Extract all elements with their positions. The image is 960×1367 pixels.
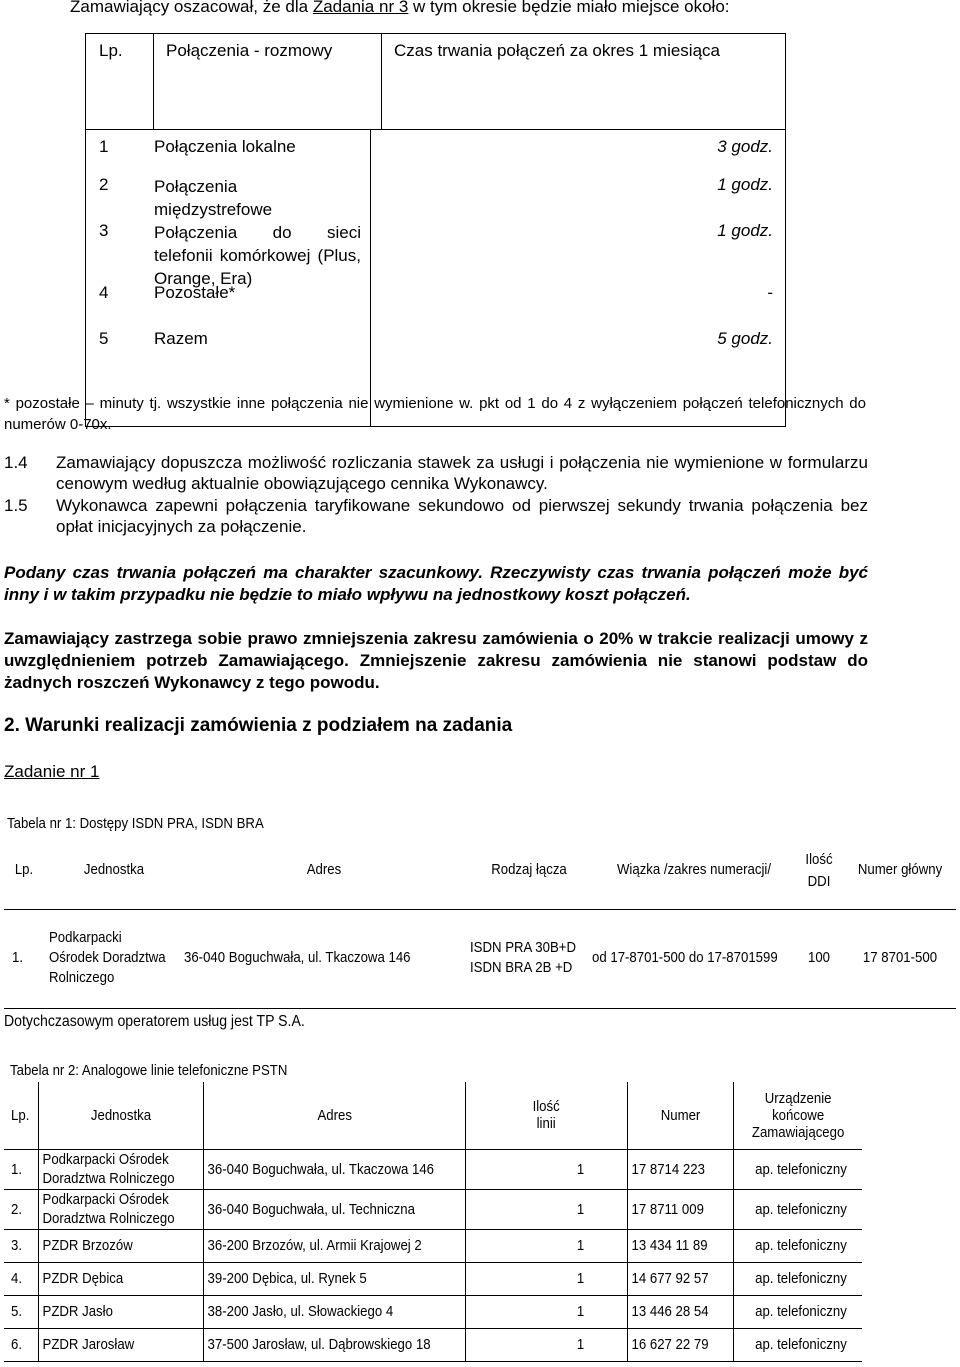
- calls-body: [86, 130, 786, 427]
- table2-row-device: ap. telefoniczny: [754, 1160, 847, 1178]
- footnote: * pozostałe – minuty tj. wszystkie inne połączenia nie wymienione w. pkt od 1 do 4 z wyłączeniem połączeń telefonicznych do numerów 0-70x.: [4, 395, 866, 433]
- table2-row-address: 36-040 Boguchwała, ul. Tkaczowa 146: [207, 1160, 435, 1178]
- calls-row-name: Połączenia międzystrefowe: [154, 177, 273, 219]
- table2-row-device: ap. telefoniczny: [754, 1237, 847, 1254]
- estimate-note: Podany czas trwania połączeń ma charakter szacunkowy. Rzeczywisty czas trwania połączeń może być inny i w takim przypadku nie będzie to miało wpływu na jednostkowy koszt połączeń.: [4, 563, 868, 604]
- task-heading: Zadanie nr 1: [4, 762, 100, 781]
- table2-header-lines-b: linii: [537, 1115, 557, 1133]
- clause-number: 1.4: [4, 453, 28, 472]
- task-3-link[interactable]: Zadania nr 3: [312, 0, 409, 16]
- calls-row-value: 5 godz.: [717, 329, 773, 348]
- table2-row-unit: PZDR Jarosław: [42, 1336, 135, 1353]
- calls-table: [85, 33, 786, 427]
- table2-row-number: 16 627 22 79: [631, 1336, 709, 1353]
- table1-header-bundle: Wiązka /zakres numeracji/: [616, 861, 772, 878]
- table2-row-lp: 6.: [11, 1336, 23, 1353]
- table2-header-address: Adres: [317, 1106, 352, 1124]
- table1-caption: Tabela nr 1: Dostępy ISDN PRA, ISDN BRA: [7, 815, 264, 832]
- table1-header-link-type: Rodzaj łącza: [491, 861, 567, 878]
- table2-row-unit: PZDR Dębica: [42, 1270, 124, 1287]
- table2-row-number: 13 434 11 89: [631, 1237, 708, 1254]
- table2-row-unit: PZDR Jasło: [42, 1303, 113, 1320]
- calls-header-duration: Czas trwania połączeń za okres 1 miesiąca: [382, 34, 786, 130]
- table2-header-lp: Lp.: [11, 1106, 30, 1124]
- table2-row-unit: Podkarpacki Ośrodek Doradztwa Rolniczego: [42, 1191, 175, 1227]
- intro-line: [70, 0, 730, 17]
- table1-row-type: ISDN BRA 2B +D: [470, 959, 573, 976]
- table1-header-lp: Lp.: [14, 861, 34, 878]
- calls-row-name: Połączenia lokalne: [154, 137, 296, 156]
- table2-row-lines: 1: [577, 1237, 585, 1254]
- table-row: [4, 1149, 862, 1189]
- table2-row-address: 39-200 Dębica, ul. Rynek 5: [207, 1270, 367, 1287]
- calls-row-value: 1 godz.: [717, 221, 773, 240]
- table2-row-lp: 2.: [11, 1200, 23, 1218]
- calls-row-value: 3 godz.: [717, 137, 773, 156]
- table1-header-unit: Jednostka: [83, 861, 145, 878]
- calls-row-value: 1 godz.: [717, 175, 773, 194]
- table2-row-unit: PZDR Brzozów: [42, 1237, 133, 1254]
- table1-row-address: 36-040 Boguchwała, ul. Tkaczowa 146: [184, 949, 411, 966]
- table2-row-number: 14 677 92 57: [631, 1270, 709, 1287]
- table2-header-device-b: końcowe: [771, 1106, 824, 1124]
- table1-row-unit: Ośrodek Doradztwa: [49, 949, 166, 966]
- table2-row-lines: 1: [577, 1303, 585, 1320]
- table2-row-lp: 5.: [11, 1303, 23, 1320]
- table1-rule: [4, 909, 956, 910]
- table2-row-number: 17 8714 223: [631, 1160, 705, 1178]
- calls-row-name: Pozostałe*: [154, 283, 236, 302]
- table2-header-cell: [733, 1082, 862, 1149]
- table2-header-cell: [39, 1082, 204, 1149]
- table1-header-ddi-b: DDI: [807, 873, 831, 890]
- table1-row-lp: 1.: [12, 949, 24, 966]
- table1-row-ddi: 100: [807, 949, 831, 966]
- table1-row-type: ISDN PRA 30B+D: [470, 939, 577, 956]
- table2-row-address: 37-500 Jarosław, ul. Dąbrowskiego 18: [207, 1336, 431, 1353]
- table2-header-cell: [4, 1082, 39, 1149]
- table1-header-main-number: Numer główny: [857, 861, 943, 878]
- table1-header-address: Adres: [306, 861, 342, 878]
- calls-row-lp: 3: [99, 221, 109, 240]
- calls-header-name: Połączenia - rozmowy: [154, 34, 382, 130]
- table2-row-device: ap. telefoniczny: [754, 1200, 847, 1218]
- table2-header-cell: [204, 1082, 466, 1149]
- table1-header-ddi-a: Ilość: [805, 851, 833, 868]
- intro-post: w tym okresie będzie miało miejsce około:: [408, 0, 730, 16]
- table-row: [4, 1262, 862, 1295]
- table1-rule: [4, 1008, 956, 1009]
- table2-row-lp: 4.: [11, 1270, 23, 1287]
- calls-row-name: Połączenia do sieci telefonii komórkowej (Plus, Orange, Era): [154, 223, 361, 288]
- calls-row-lp: 5: [99, 329, 109, 348]
- table2-row-lp: 3.: [11, 1237, 23, 1254]
- clause-1-5: [4, 495, 868, 537]
- calls-row-lp: 4: [99, 283, 109, 302]
- table2-header-cell: [627, 1082, 733, 1149]
- table1: [4, 835, 956, 1009]
- operator-note: Dotychczasowym operatorem usług jest TP S.A.: [4, 1013, 305, 1030]
- table2-header-device-c: Zamawiającego: [751, 1123, 845, 1141]
- table2-row-device: ap. telefoniczny: [754, 1303, 847, 1320]
- clause-1-4: [4, 452, 868, 494]
- table2-row-number: 13 446 28 54: [631, 1303, 709, 1320]
- table1-row-bundle: od 17-8701-500 do 17-8701599: [592, 949, 778, 966]
- table2-row-number: 17 8711 009: [631, 1200, 704, 1218]
- table2-row-device: ap. telefoniczny: [754, 1270, 847, 1287]
- table-row: [4, 1189, 862, 1229]
- clause-text: Zamawiający dopuszcza możliwość rozliczania stawek za usługi i połączenia nie wymienione w formularzu cenowym według aktualnie obowiązującego cennika Wykonawcy.: [56, 453, 868, 493]
- table2-row-lines: 1: [577, 1160, 585, 1178]
- table2-row-unit: Podkarpacki Ośrodek Doradztwa Rolniczego: [42, 1151, 175, 1187]
- table2-header-number: Numer: [660, 1106, 701, 1124]
- calls-row-lp: 1: [99, 137, 109, 156]
- intro-pre: Zamawiający oszacował, że dla: [70, 0, 313, 16]
- table-row: [4, 1229, 862, 1262]
- table1-row-unit: Rolniczego: [49, 969, 115, 986]
- calls-row-lp: 2: [99, 175, 109, 194]
- table2-caption: Tabela nr 2: Analogowe linie telefoniczne PSTN: [10, 1062, 288, 1079]
- table2: [4, 1082, 862, 1362]
- table2-header-unit: Jednostka: [90, 1106, 152, 1124]
- table2-row-address: 38-200 Jasło, ul. Słowackiego 4: [207, 1303, 394, 1320]
- calls-header-lp: Lp.: [86, 34, 154, 130]
- table2-row-lines: 1: [577, 1336, 585, 1353]
- calls-row-value: -: [767, 283, 773, 302]
- section-heading: 2. Warunki realizacji zamówienia z podziałem na zadania: [4, 715, 513, 736]
- table2-row-address: 36-200 Brzozów, ul. Armii Krajowej 2: [207, 1237, 422, 1254]
- table2-header-device-a: Urządzenie: [764, 1089, 832, 1107]
- table2-header-cell: [466, 1082, 627, 1149]
- table2-row-address: 36-040 Boguchwała, ul. Techniczna: [207, 1200, 415, 1218]
- table1-row-main-number: 17 8701-500: [862, 949, 938, 966]
- clause-text: Wykonawca zapewni połączenia taryfikowane sekundowo od pierwszej sekundy trwania połączenia bez opłat inicjacyjnych za połączenie.: [56, 496, 868, 536]
- table-row: [4, 1328, 862, 1361]
- table-row: [4, 1295, 862, 1328]
- reduction-note: Zamawiający zastrzega sobie prawo zmniejszenia zakresu zamówienia o 20% w trakcie realizacji umowy z uwzględnieniem potrzeb Zamawiającego. Zmniejszenie zakresu zamówienia nie stanowi podstaw do żadnych roszczeń Wykonawcy z tego powodu.: [4, 629, 868, 692]
- table2-row-device: ap. telefoniczny: [754, 1336, 847, 1353]
- clause-number: 1.5: [4, 496, 28, 515]
- table2-row-lines: 1: [577, 1270, 585, 1287]
- table1-row-unit: Podkarpacki: [49, 929, 122, 946]
- calls-row-name: Razem: [154, 329, 208, 348]
- table2-header-lines-a: Ilość: [533, 1098, 561, 1116]
- table2-row-lp: 1.: [11, 1160, 23, 1178]
- table2-row-lines: 1: [577, 1200, 585, 1218]
